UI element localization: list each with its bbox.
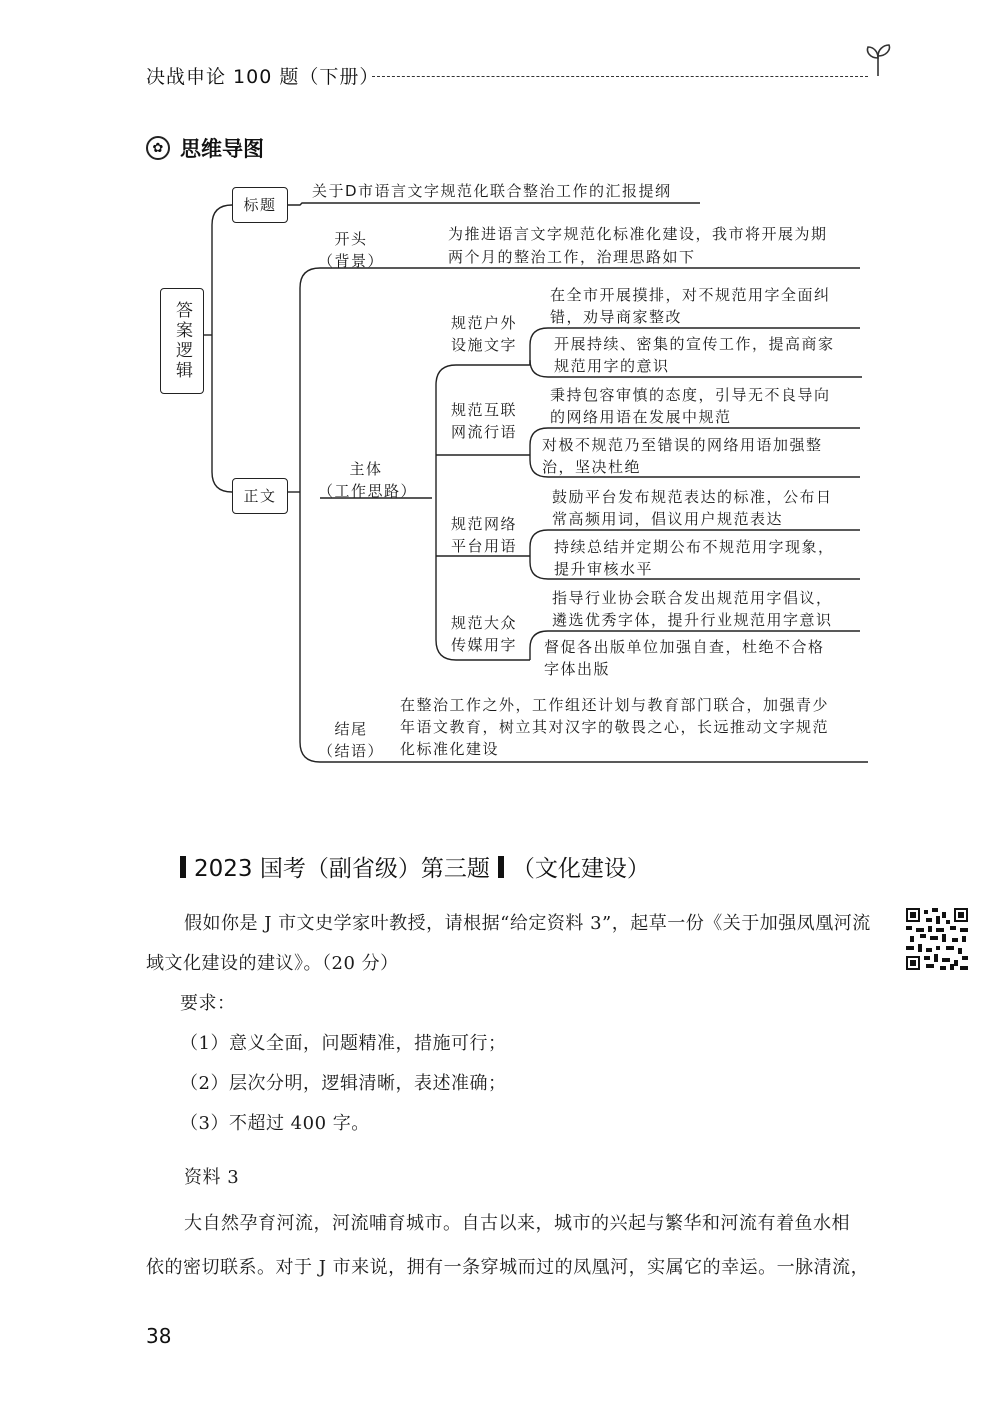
heading-bar-left [180,856,186,878]
heading-bar-right [498,856,504,878]
ending-text-line1: 在整治工作之外，工作组还计划与教育部门联合，加强青少 [400,696,830,714]
main-label-line1: 主体 [349,460,383,478]
body-node-label: 正文 [243,487,277,505]
branch-item [552,587,833,631]
branch-item-line1: 对极不规范乃至错误的网络用语加强整 [542,436,823,454]
material-line1: 大自然孕育河流，河流哺育城市。自古以来，城市的兴起与繁华和河流有着鱼水相 [184,1213,850,1234]
branch-item-line2: 遴选优秀字体，提升行业规范用字意识 [552,611,833,629]
branch-item-line2: 错，劝导商家整改 [550,308,683,326]
branch-item-line1: 持续总结并定期公布不规范用字现象， [554,538,835,556]
branch-label-line1: 规范网络 [450,515,517,533]
branch-item-line2: 提升审核水平 [554,560,654,578]
branch-label-line2: 传媒用字 [450,636,517,654]
branch-item [544,636,825,680]
requirements [180,984,880,1144]
qr-code-icon[interactable] [906,908,968,970]
branch-item-line1: 鼓励平台发布规范表达的标准，公布日 [552,488,833,506]
opening-label-line2: （背景） [318,252,385,270]
opening-text-line2: 两个月的整治工作，治理思路如下 [448,248,696,266]
ending-label-line2: （结语） [318,742,385,760]
ending-text [400,694,829,760]
branch-item-line2: 字体出版 [544,660,611,678]
branch-item-line2: 的网络用语在发展中规范 [550,408,732,426]
branch-label-line2: 平台用语 [450,537,517,555]
prompt-line2: 域文化建设的建议》。（20 分） [146,953,399,974]
question-heading [180,850,650,883]
branch-item [550,284,831,328]
branch-item [550,384,831,428]
flower-badge-icon: ✿ [146,136,170,160]
requirements-label: 要求： [180,993,236,1014]
requirement-item: （2）层次分明，逻辑清晰，表述准确； [180,1073,507,1094]
branch-label-line1: 规范互联 [450,401,517,419]
section-title: 思维导图 [180,137,264,161]
requirement-item: （1）意义全面，问题精准，措施可行； [180,1033,507,1054]
branch-item-line1: 在全市开展摸排，对不规范用字全面纠 [550,286,831,304]
page-number: 38 [146,1324,172,1348]
branch-item-line2: 常高频用词，倡议用户规范表达 [552,510,784,528]
branch-label-line2: 网流行语 [450,423,517,441]
requirement-item: （3）不超过 400 字。 [180,1113,370,1134]
branch-item [554,536,835,580]
branch-label-line1: 规范户外 [450,314,517,332]
question-title: 2023 国考（副省级）第三题 [194,856,490,882]
opening-label [318,228,384,272]
root-node [160,288,204,394]
branch-item-line1: 督促各出版单位加强自查，杜绝不合格 [544,638,825,656]
branch-label-media [444,612,524,656]
main-label [318,458,418,502]
branch-label-internet [444,399,524,443]
root-node-label: 答案逻辑 [172,301,192,381]
prompt-line1: 假如你是 J 市文史学家叶教授，请根据“给定资料 3”，起草一份《关于加强凤凰河流 [184,913,871,934]
branch-item [554,333,835,377]
title-content: 关于D市语言文字规范化联合整治工作的汇报提纲 [312,182,672,200]
branch-item [542,434,823,478]
branch-item-line2: 治，坚决杜绝 [542,458,642,476]
branch-item-line1: 秉持包容审慎的态度，引导无不良导向 [550,386,831,404]
ending-label [318,718,384,762]
book-title: 决战申论 100 题（下册） [146,66,380,88]
branch-label-outdoor [444,312,524,356]
material-label: 资料 3 [184,1167,240,1188]
branch-item-line1: 指导行业协会联合发出规范用字倡议， [552,589,833,607]
material-line2: 依的密切联系。对于 J 市来说，拥有一条穿城而过的凤凰河，实属它的幸运。一脉清流， [146,1257,870,1278]
title-node [232,187,288,223]
body-node [232,478,288,514]
question-tag: （文化建设） [511,856,650,882]
branch-item-line2: 规范用字的意识 [554,357,670,375]
main-label-line2: （工作思路） [318,482,418,500]
ending-text-line2: 年语文教育，树立其对汉字的敬畏之心，长远推动文字规范 [400,718,830,736]
branch-label-line2: 设施文字 [450,336,517,354]
opening-label-line1: 开头 [334,230,368,248]
ending-text-line3: 化标准化建设 [400,740,500,758]
ending-label-line1: 结尾 [334,720,368,738]
branch-label-line1: 规范大众 [450,614,517,632]
material-text [146,1202,906,1290]
title-node-label: 标题 [243,196,277,214]
branch-label-platform [444,513,524,557]
branch-item-line1: 开展持续、密集的宣传工作，提高商家 [554,335,835,353]
opening-text-line1: 为推进语言文字规范化标准化建设，我市将开展为期 [448,225,828,243]
branch-item [552,486,833,530]
opening-text [448,223,828,269]
question-prompt [146,904,896,984]
